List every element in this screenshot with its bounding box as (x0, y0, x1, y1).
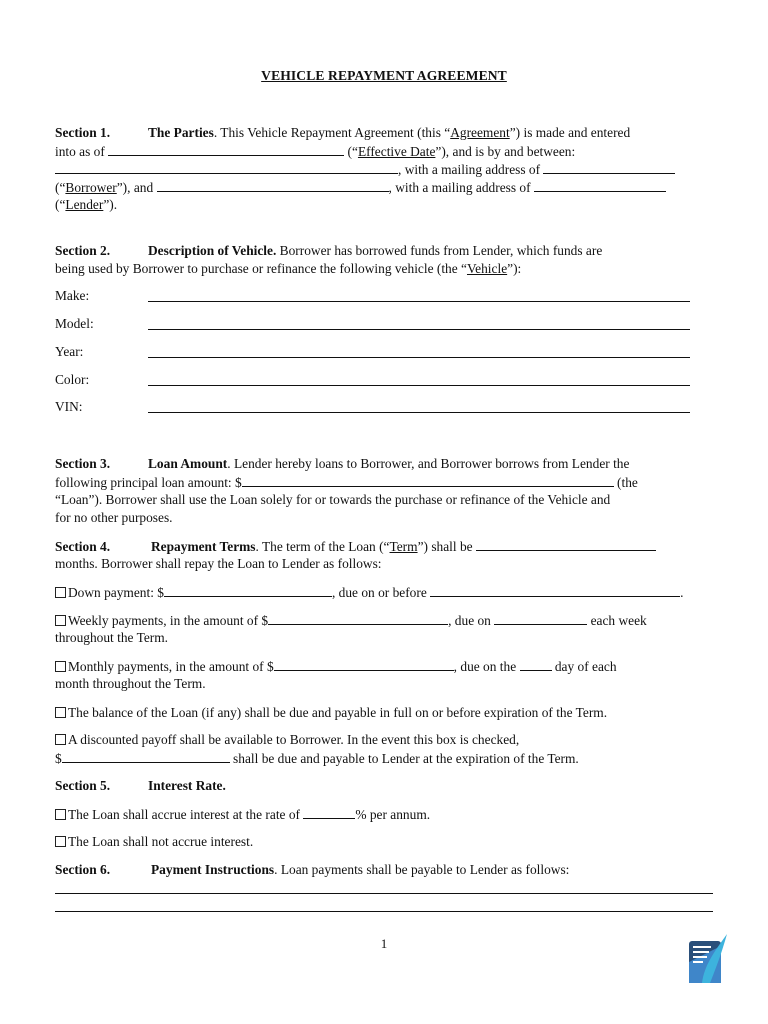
down-payment-checkbox[interactable] (55, 587, 66, 598)
section-4-line-1: Section 4. Repayment Terms. The term of the Loan (“Term”) shall be (55, 537, 656, 556)
section-1-line-5: (“Lender”). (55, 197, 118, 212)
monthly-payment-option: Monthly payments, in the amount of $ , due on the day of each (55, 657, 617, 676)
date-blank[interactable] (108, 142, 344, 156)
down-payment-date-blank[interactable] (430, 583, 680, 597)
interest-option-2: The Loan shall not accrue interest. (55, 833, 253, 851)
interest-option-1: The Loan shall accrue interest at the rate of % per annum. (55, 805, 430, 824)
discount-checkbox[interactable] (55, 734, 66, 745)
borrower-address-blank[interactable] (543, 160, 675, 174)
section-1-line-1: Section 1. The Parties. This Vehicle Repayment Agreement (this “Agreement”) is made and entered (55, 125, 631, 140)
lender-name-blank[interactable] (157, 178, 389, 192)
discount-option: A discounted payoff shall be available to Borrower. In the event this box is checked, (55, 731, 519, 749)
section-3-line-2: following principal loan amount: $ (the (55, 475, 638, 490)
borrower-name-blank[interactable] (55, 160, 398, 174)
year-field[interactable]: Year: (55, 344, 690, 362)
discount-amount-blank[interactable] (62, 749, 230, 763)
section-3-line-3: “Loan”). Borrower shall use the Loan solely for or towards the purchase or refinance of the Vehicle and (55, 492, 611, 507)
balance-checkbox[interactable] (55, 707, 66, 718)
no-interest-checkbox[interactable] (55, 836, 66, 847)
payment-instructions-line-1[interactable] (55, 893, 713, 894)
monthly-day-blank[interactable] (520, 657, 552, 671)
discount-line-2: $ shall be due and payable to Lender at the expiration of the Term. (55, 751, 579, 766)
model-field[interactable]: Model: (55, 316, 690, 334)
section-1-line-3: , with a mailing address of (55, 160, 675, 179)
down-payment-amount-blank[interactable] (164, 583, 332, 597)
document-title: VEHICLE REPAYMENT AGREEMENT (261, 68, 507, 83)
balance-option: The balance of the Loan (if any) shall be due and payable in full on or before expiration of the Term. (55, 704, 607, 722)
weekly-amount-blank[interactable] (268, 611, 448, 625)
interest-rate-blank[interactable] (303, 805, 355, 819)
color-field[interactable]: Color: (55, 372, 690, 390)
down-payment-option: Down payment: $ , due on or before . (55, 583, 683, 602)
section-5-heading: Section 5. Interest Rate. (55, 778, 226, 793)
loan-amount-blank[interactable] (242, 473, 614, 487)
section-4-line-2: months. Borrower shall repay the Loan to Lender as follows: (55, 556, 382, 571)
document-logo-icon (688, 932, 728, 984)
section-3-line-4: for no other purposes. (55, 510, 173, 525)
page-number: 1 (380, 936, 388, 951)
section-6-line-1: Section 6. Payment Instructions. Loan payments shall be payable to Lender as follows: (55, 862, 570, 877)
lender-address-blank[interactable] (534, 178, 666, 192)
weekly-payment-option: Weekly payments, in the amount of $ , due on each week (55, 611, 647, 630)
term-blank[interactable] (476, 537, 656, 551)
monthly-amount-blank[interactable] (274, 657, 454, 671)
section-3-line-1: Section 3. Loan Amount. Lender hereby loans to Borrower, and Borrower borrows from Lender the (55, 456, 630, 471)
section-1-line-4: (“Borrower”), and , with a mailing address of (55, 178, 666, 197)
section-1-line-2: into as of (“Effective Date”), and is by and between: (55, 144, 576, 159)
payment-instructions-line-2[interactable] (55, 911, 713, 912)
section-2-line-2: being used by Borrower to purchase or refinance the following vehicle (the “Vehicle”): (55, 261, 522, 276)
monthly-payment-checkbox[interactable] (55, 661, 66, 672)
weekly-payment-checkbox[interactable] (55, 615, 66, 626)
make-field[interactable]: Make: (55, 288, 690, 306)
monthly-payment-line-2: month throughout the Term. (55, 676, 206, 691)
interest-rate-checkbox[interactable] (55, 809, 66, 820)
weekly-day-blank[interactable] (494, 611, 587, 625)
weekly-payment-line-2: throughout the Term. (55, 630, 168, 645)
vin-field[interactable]: VIN: (55, 399, 690, 417)
section-2-line-1: Section 2. Description of Vehicle. Borrower has borrowed funds from Lender, which funds are (55, 243, 603, 258)
